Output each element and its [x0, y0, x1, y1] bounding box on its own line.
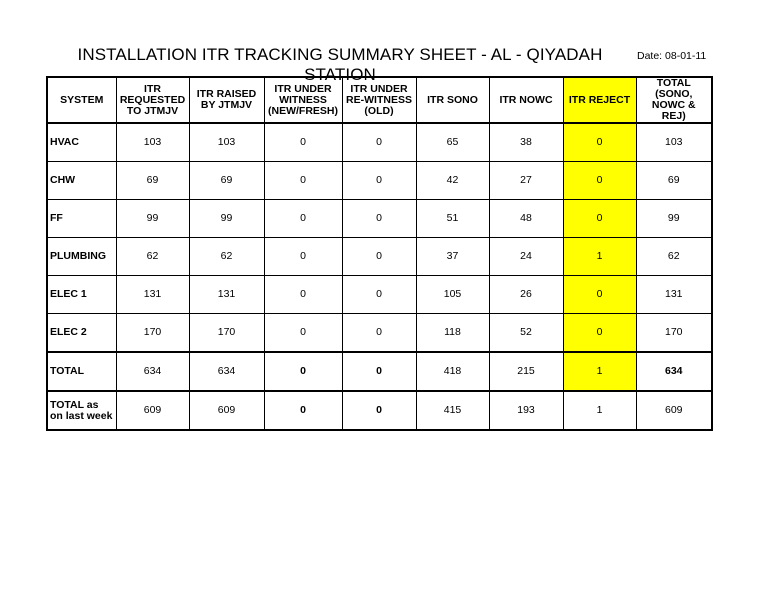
cell-total: 99 [636, 200, 712, 238]
cell-nowc: 27 [489, 162, 563, 200]
cell-system: FF [47, 200, 116, 238]
cell-raised: 69 [189, 162, 264, 200]
cell-rewitness: 0 [342, 276, 416, 314]
cell-witness: 0 [264, 238, 342, 276]
cell-system: ELEC 1 [47, 276, 116, 314]
cell-witness: 0 [264, 123, 342, 162]
cell-rewitness: 0 [342, 238, 416, 276]
cell-reject: 0 [563, 314, 636, 353]
cell-witness: 0 [264, 162, 342, 200]
total-row [47, 352, 712, 391]
cell-nowc: 215 [489, 352, 563, 391]
cell-total: 103 [636, 123, 712, 162]
cell-requested: 103 [116, 123, 189, 162]
cell-raised: 103 [189, 123, 264, 162]
cell-nowc: 52 [489, 314, 563, 353]
cell-nowc: 26 [489, 276, 563, 314]
cell-sono: 42 [416, 162, 489, 200]
cell-total: 609 [636, 391, 712, 430]
cell-total: 62 [636, 238, 712, 276]
cell-sono: 51 [416, 200, 489, 238]
col-witness: ITR UNDER WITNESS (NEW/FRESH) [264, 77, 342, 123]
cell-requested: 170 [116, 314, 189, 353]
cell-raised: 131 [189, 276, 264, 314]
cell-total: 69 [636, 162, 712, 200]
cell-reject: 1 [563, 391, 636, 430]
cell-system: ELEC 2 [47, 314, 116, 353]
cell-rewitness: 0 [342, 391, 416, 430]
col-requested: ITR REQUESTED TO JTMJV [116, 77, 189, 123]
col-sono: ITR SONO [416, 77, 489, 123]
cell-witness: 0 [264, 391, 342, 430]
cell-rewitness: 0 [342, 352, 416, 391]
header-row [47, 77, 712, 123]
cell-rewitness: 0 [342, 314, 416, 353]
cell-raised: 634 [189, 352, 264, 391]
cell-witness: 0 [264, 276, 342, 314]
cell-sono: 415 [416, 391, 489, 430]
sheet-date: Date: 08-01-11 [637, 50, 707, 62]
itr-summary-table [46, 76, 713, 431]
cell-requested: 609 [116, 391, 189, 430]
cell-nowc: 24 [489, 238, 563, 276]
cell-requested: 62 [116, 238, 189, 276]
cell-reject: 0 [563, 276, 636, 314]
col-nowc: ITR NOWC [489, 77, 563, 123]
cell-sono: 118 [416, 314, 489, 353]
table-row [47, 276, 712, 314]
col-raised: ITR RAISED BY JTMJV [189, 77, 264, 123]
cell-rewitness: 0 [342, 200, 416, 238]
sheet-title: INSTALLATION ITR TRACKING SUMMARY SHEET - AL - QIYADAH STATION [77, 45, 603, 84]
table-row [47, 123, 712, 162]
cell-requested: 99 [116, 200, 189, 238]
cell-total: 170 [636, 314, 712, 353]
cell-raised: 609 [189, 391, 264, 430]
cell-reject: 1 [563, 352, 636, 391]
cell-total: 131 [636, 276, 712, 314]
cell-raised: 99 [189, 200, 264, 238]
cell-requested: 69 [116, 162, 189, 200]
col-reject: ITR REJECT [563, 77, 636, 123]
cell-witness: 0 [264, 314, 342, 353]
table-row [47, 238, 712, 276]
cell-nowc: 193 [489, 391, 563, 430]
col-total: TOTAL (SONO, NOWC & REJ) [636, 77, 712, 123]
cell-reject: 0 [563, 123, 636, 162]
cell-sono: 37 [416, 238, 489, 276]
cell-nowc: 48 [489, 200, 563, 238]
cell-system: TOTAL [47, 352, 116, 391]
table-row [47, 200, 712, 238]
cell-requested: 634 [116, 352, 189, 391]
col-system: SYSTEM [47, 77, 116, 123]
cell-system: HVAC [47, 123, 116, 162]
cell-system: CHW [47, 162, 116, 200]
cell-system: TOTAL as on last week [47, 391, 116, 430]
cell-sono: 105 [416, 276, 489, 314]
cell-total: 634 [636, 352, 712, 391]
last-week-row [47, 391, 712, 430]
table-row [47, 314, 712, 353]
cell-reject: 1 [563, 238, 636, 276]
cell-nowc: 38 [489, 123, 563, 162]
cell-system: PLUMBING [47, 238, 116, 276]
cell-sono: 418 [416, 352, 489, 391]
cell-rewitness: 0 [342, 123, 416, 162]
cell-reject: 0 [563, 200, 636, 238]
cell-rewitness: 0 [342, 162, 416, 200]
cell-requested: 131 [116, 276, 189, 314]
cell-raised: 170 [189, 314, 264, 353]
table-row [47, 162, 712, 200]
cell-witness: 0 [264, 200, 342, 238]
cell-reject: 0 [563, 162, 636, 200]
cell-raised: 62 [189, 238, 264, 276]
cell-sono: 65 [416, 123, 489, 162]
col-rewitness: ITR UNDER RE-WITNESS (OLD) [342, 77, 416, 123]
cell-witness: 0 [264, 352, 342, 391]
